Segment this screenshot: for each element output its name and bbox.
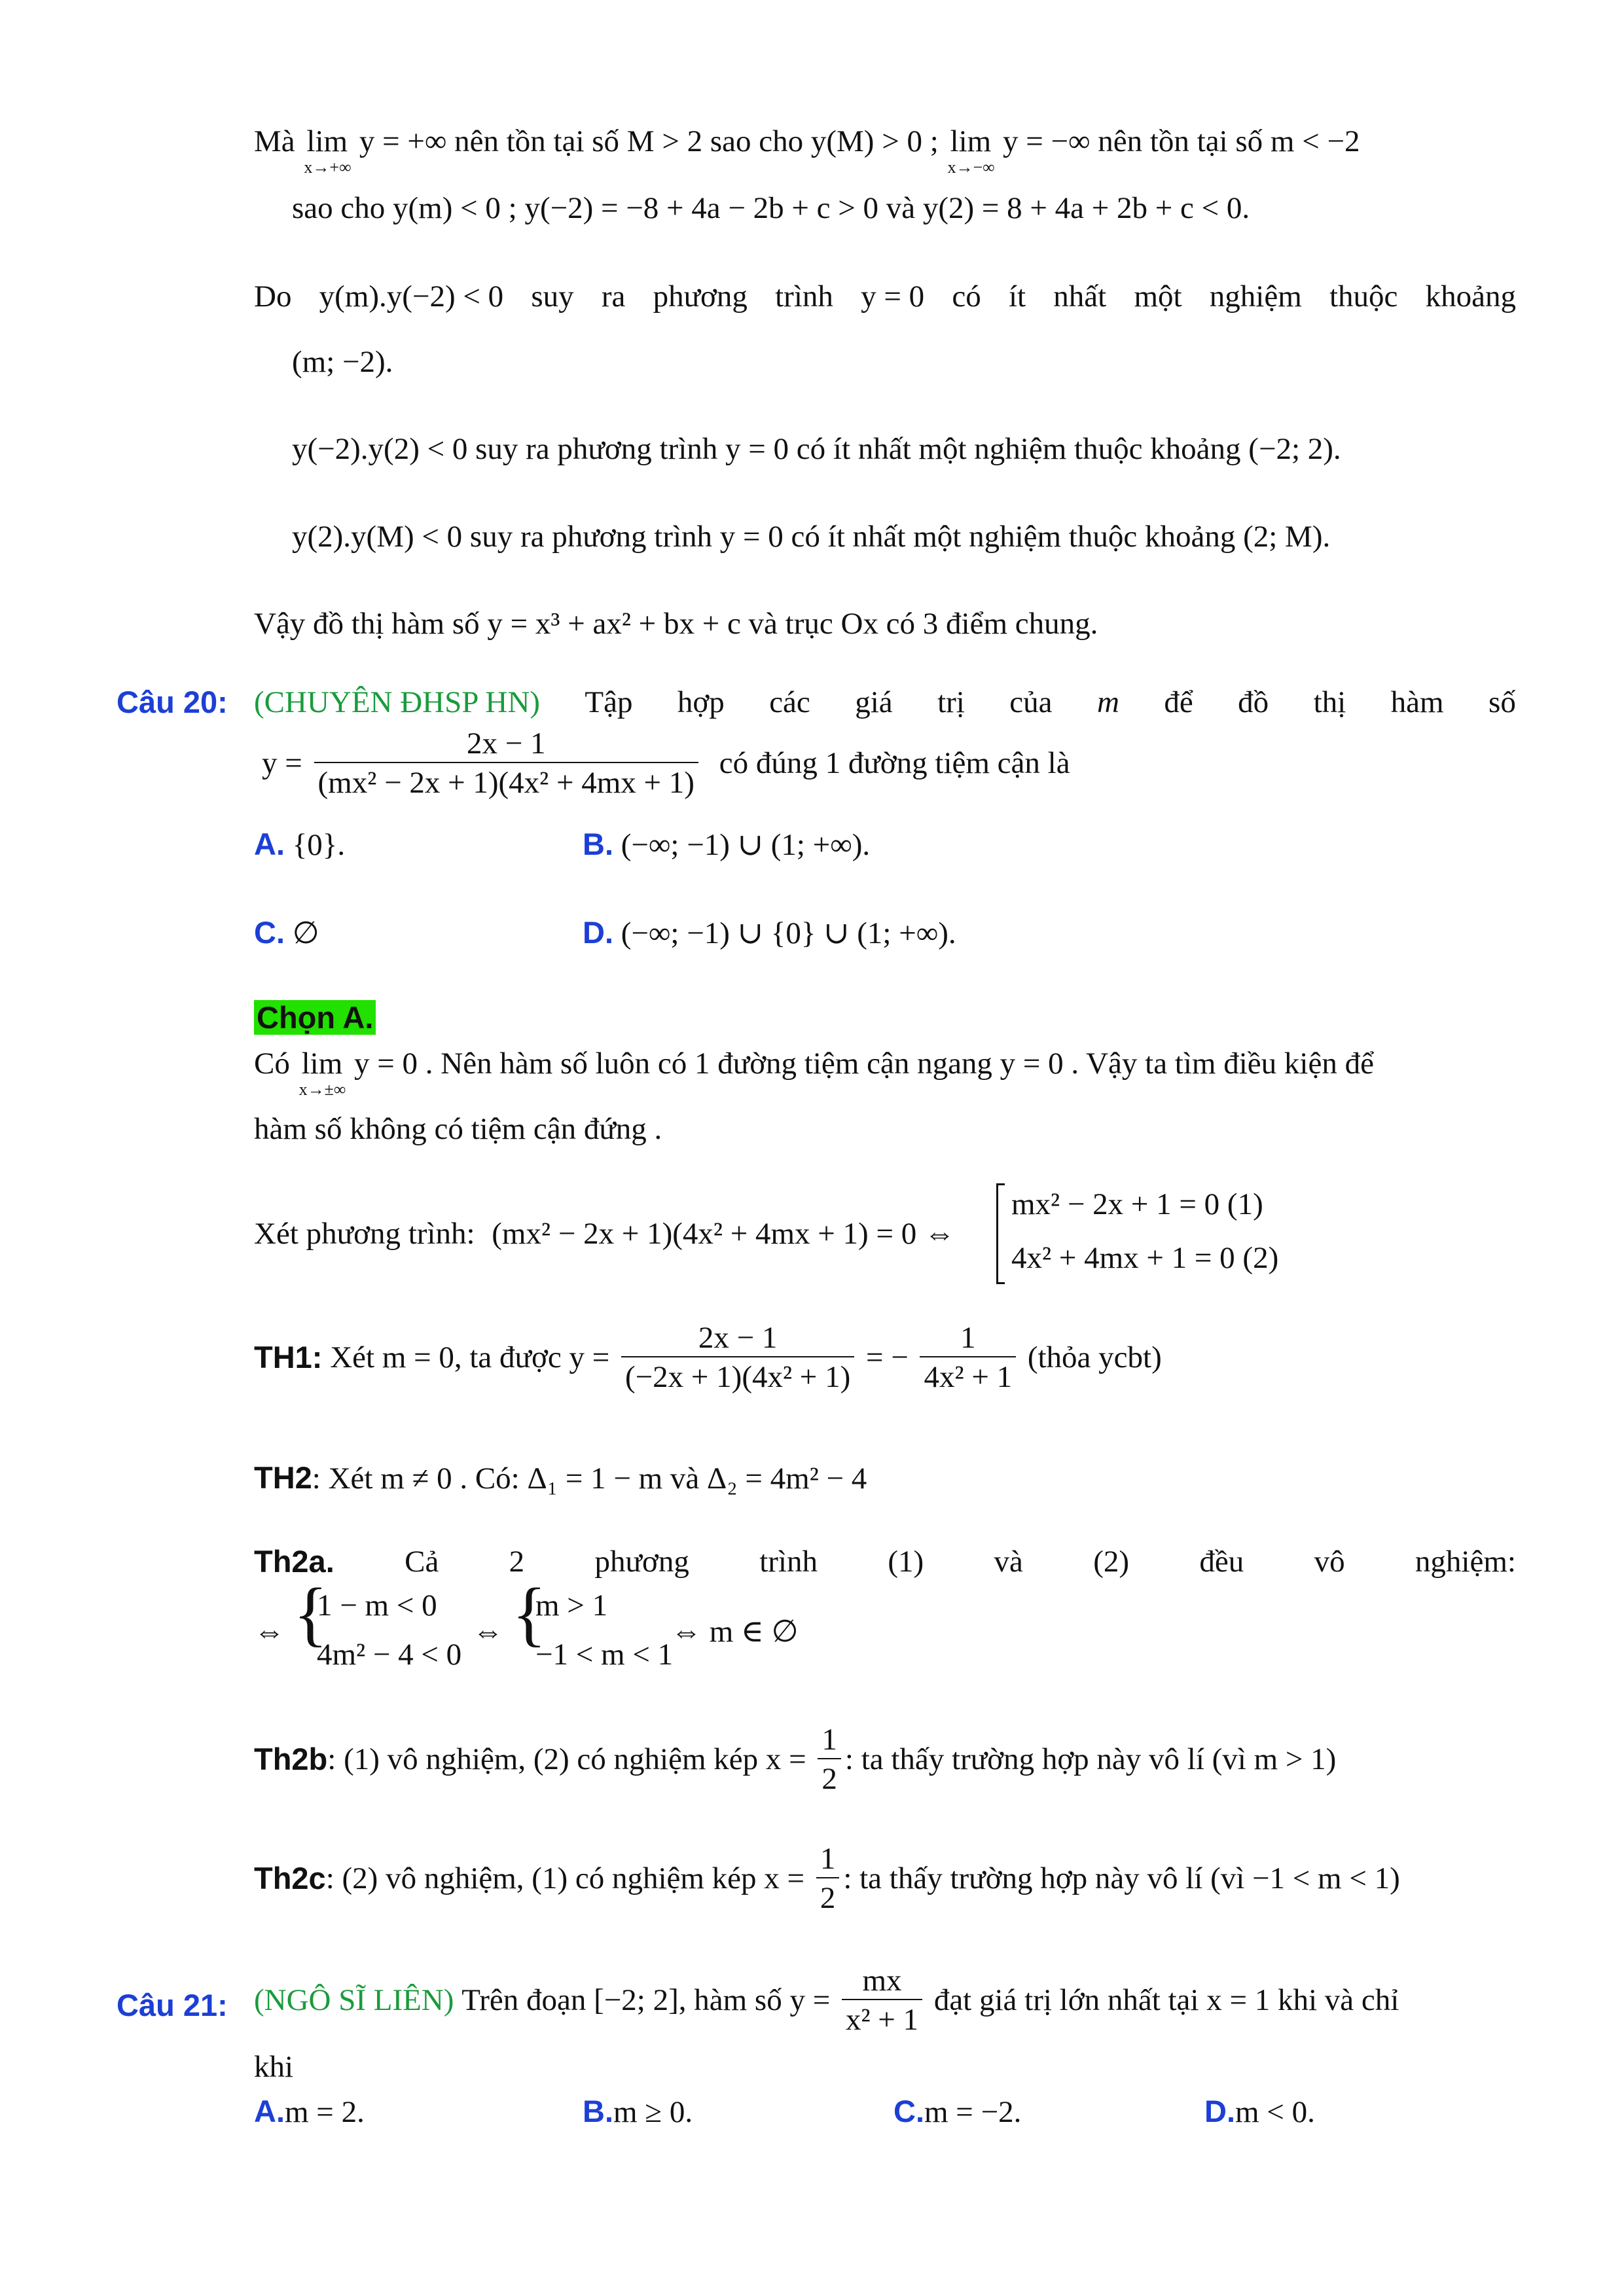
case-line-1: mx² − 2x + 1 = 0 (1) [1011,1187,1263,1221]
th1-text: Xét m = 0, ta được y = [330,1340,610,1375]
q21-stem-text: Trên đoạn [−2; 2], hàm số y = [461,1983,831,2018]
word: (2) [1093,1545,1129,1579]
th2a-iff-1: ⇔ [254,1615,285,1649]
th2c-tail: : ta thấy trường hợp này vô lí (vì −1 < m < 1) [843,1861,1400,1896]
word: y(m).y(−2) < 0 [319,279,504,314]
q21-stem [254,1962,1399,2039]
fraction-numerator: 1 [821,1723,837,1757]
half-fraction [816,1840,840,1917]
intro-line-7: Vậy đồ thị hàm số y = x³ + ax² + bx + c và trục Ox có 3 điểm chung. [254,607,1098,641]
word: trị [937,685,965,719]
q20-answer [254,999,376,1037]
word: m [1096,685,1119,719]
fraction-numerator: 2x − 1 [698,1321,778,1355]
q21-stem-text: đạt giá trị lớn nhất tại x = 1 khi và chỉ [933,1983,1399,2018]
limit-expression [947,123,995,177]
q20-option-c[interactable] [254,914,319,952]
word: Do [254,279,292,314]
y-equals: y = [262,746,302,781]
th2a-iff-2: ⇔ [473,1615,503,1649]
th2b-label: Th2b [254,1742,328,1777]
th1-tail: (thỏa ycbt) [1027,1340,1162,1375]
option-letter: D. [583,915,613,950]
lim-word: lim [306,124,348,158]
option-text: m ≥ 0. [613,2095,693,2129]
word: trình [775,279,833,314]
option-letter: C. [893,2094,924,2128]
answer-highlight: Chọn A. [254,1000,376,1035]
th1-label: TH1: [254,1340,323,1375]
fraction-numerator: 1 [960,1321,976,1355]
word: hợp [677,685,725,719]
th1-fraction-2 [920,1319,1016,1396]
word: số [1489,685,1516,719]
case-bracket [996,1183,1005,1284]
option-letter: B. [583,2094,613,2128]
intro-text: Mà [254,124,295,158]
q21-fraction [842,1962,922,2039]
limit-subscript: x→±∞ [298,1080,346,1099]
q21-option-a[interactable] [254,2093,365,2130]
limit-expression [298,1045,346,1099]
fraction-denominator: (−2x + 1)(4x² + 1) [621,1356,854,1395]
solution-text: y = 0 . Nên hàm số luôn có 1 đường tiệm cận ngang y = 0 . Vậy ta tìm điều kiện để [354,1047,1374,1081]
word: và [994,1545,1023,1579]
word: 2 [509,1545,525,1579]
system-brace-1: { [293,1573,328,1653]
th2c-text: : (2) vô nghiệm, (1) có nghiệm kép x = [325,1861,805,1896]
q20-th2c [254,1840,1400,1917]
th2c-label: Th2c [254,1861,326,1896]
option-letter: B. [583,827,613,861]
intro-line-1 [254,123,1360,177]
option-letter: A. [254,2094,285,2128]
q20-th1 [254,1319,1162,1396]
intro-text: y = −∞ nên tồn tại số m < −2 [1002,124,1360,158]
q20-label: Câu 20: [117,685,228,719]
xet-equation: (mx² − 2x + 1)(4x² + 4mx + 1) = 0 ⇔ [492,1217,955,1251]
q20-th2 [254,1460,867,1497]
option-letter: C. [254,915,285,950]
word: đồ [1238,685,1269,719]
word: y = 0 [861,279,925,314]
xet-label: Xét phương trình: [254,1217,475,1251]
option-text: m = 2. [285,2095,365,2129]
word: thị [1313,685,1346,719]
option-letter: A. [254,827,285,861]
word: một [1134,279,1182,314]
word: (1) [888,1545,924,1579]
th2a-sys1-line2: 4m² − 4 < 0 [317,1638,462,1672]
word: đều [1199,1545,1244,1579]
q21-stem-end: khi [254,2050,294,2084]
word: trình [759,1545,818,1579]
word: Cả [405,1545,439,1579]
word: có [952,279,981,314]
word: ít [1008,279,1026,314]
case-line-2: 4x² + 4mx + 1 = 0 (2) [1011,1241,1279,1275]
word: thuộc [1329,279,1398,314]
fraction-denominator: 2 [818,1758,841,1797]
th2b-tail: : ta thấy trường hợp này vô lí (vì m > 1) [844,1742,1337,1777]
word: các [769,685,810,719]
q20-function [262,725,1070,802]
fraction-denominator: (mx² − 2x + 1)(4x² + 4mx + 1) [314,762,698,801]
word: nghiệm [1209,279,1302,314]
th1-fraction [621,1319,854,1396]
q21-option-d[interactable] [1204,2093,1315,2130]
fraction-numerator: mx [862,1964,902,1998]
word: nhất [1053,279,1107,314]
fraction-denominator: 4x² + 1 [920,1356,1016,1395]
word: phương [594,1545,689,1579]
th2-label: TH2 [254,1460,312,1495]
word: phương [653,279,748,314]
limit-expression [304,123,352,177]
q21-label: Câu 21: [117,1988,228,2022]
th1-equals: = − [865,1340,909,1375]
th2a-label: Th2a. [254,1544,334,1579]
intro-line-6: y(2).y(M) < 0 suy ra phương trình y = 0 có ít nhất một nghiệm thuộc khoảng (2; M). [292,520,1331,554]
word: vô [1314,1545,1345,1579]
q20-option-d[interactable] [583,914,956,952]
th2a-sys1-line1: 1 − m < 0 [317,1588,437,1623]
q20-source: (CHUYÊN ĐHSP HN) [254,685,540,719]
word: suy [531,279,574,314]
th2a-sys2-line2: −1 < m < 1 [535,1638,674,1672]
system-brace-2: { [512,1573,547,1653]
option-text: m < 0. [1235,2095,1315,2129]
q20-solution-line-1 [254,1045,1374,1099]
q20-th2b [254,1721,1336,1798]
fraction-denominator: x² + 1 [842,1999,922,2038]
fraction-numerator: 2x − 1 [466,726,546,761]
q20-option-b[interactable] [583,826,870,863]
option-text: (−∞; −1) ∪ {0} ∪ (1; +∞). [621,916,956,950]
th2-text: : Xét m ≠ 0 . Có: Δ₁ = 1 − m và Δ₂ = 4m² − 4 [312,1462,867,1496]
option-text: m = −2. [924,2095,1022,2129]
limit-subscript: x→+∞ [304,158,352,177]
solution-text: Có [254,1047,290,1081]
q20-stem-tail: có đúng 1 đường tiệm cận là [719,746,1070,781]
q20-th2a-line [254,1543,1516,1580]
lim-word: lim [301,1047,343,1081]
word: của [1009,685,1053,719]
q21-option-c[interactable] [893,2093,1021,2130]
intro-line-3 [254,278,1516,315]
q21-option-b[interactable] [583,2093,693,2130]
word: để [1164,685,1193,719]
q20-stem-line [254,684,1516,721]
option-text: {0}. [292,828,346,862]
half-fraction [818,1721,841,1798]
q20-solution-line-2: hàm số không có tiệm cận đứng . [254,1112,662,1146]
intro-line-4: (m; −2). [292,345,393,379]
q20-xet-line [254,1215,955,1252]
intro-text: y = +∞ nên tồn tại số M > 2 sao cho y(M) > 0 ; [359,124,939,158]
q20-fraction [314,725,698,802]
lim-word: lim [950,124,992,158]
intro-line-5: y(−2).y(2) < 0 suy ra phương trình y = 0 có ít nhất một nghiệm thuộc khoảng (−2; 2). [292,432,1341,466]
word: ra [601,279,626,314]
word: giá [855,685,893,719]
th2a-result: ⇔ m ∈ ∅ [671,1615,799,1649]
limit-subscript: x→−∞ [947,158,995,177]
th2a-sys2-line1: m > 1 [535,1588,608,1623]
option-text: (−∞; −1) ∪ (1; +∞). [621,828,871,862]
word: hàm [1390,685,1444,719]
fraction-denominator: 2 [816,1877,840,1916]
option-letter: D. [1204,2094,1235,2128]
word: khoảng [1425,279,1516,314]
fraction-numerator: 1 [820,1842,836,1876]
word: Tập [585,685,633,719]
option-text: ∅ [292,916,319,950]
q20-option-a[interactable] [254,826,345,863]
intro-line-2: sao cho y(m) < 0 ; y(−2) = −8 + 4a − 2b + c > 0 và y(2) = 8 + 4a + 2b + c < 0. [292,191,1250,225]
th2b-text: : (1) vô nghiệm, (2) có nghiệm kép x = [327,1742,806,1777]
q21-source: (NGÔ SĨ LIÊN) [254,1983,454,2018]
word: nghiệm: [1415,1545,1516,1579]
